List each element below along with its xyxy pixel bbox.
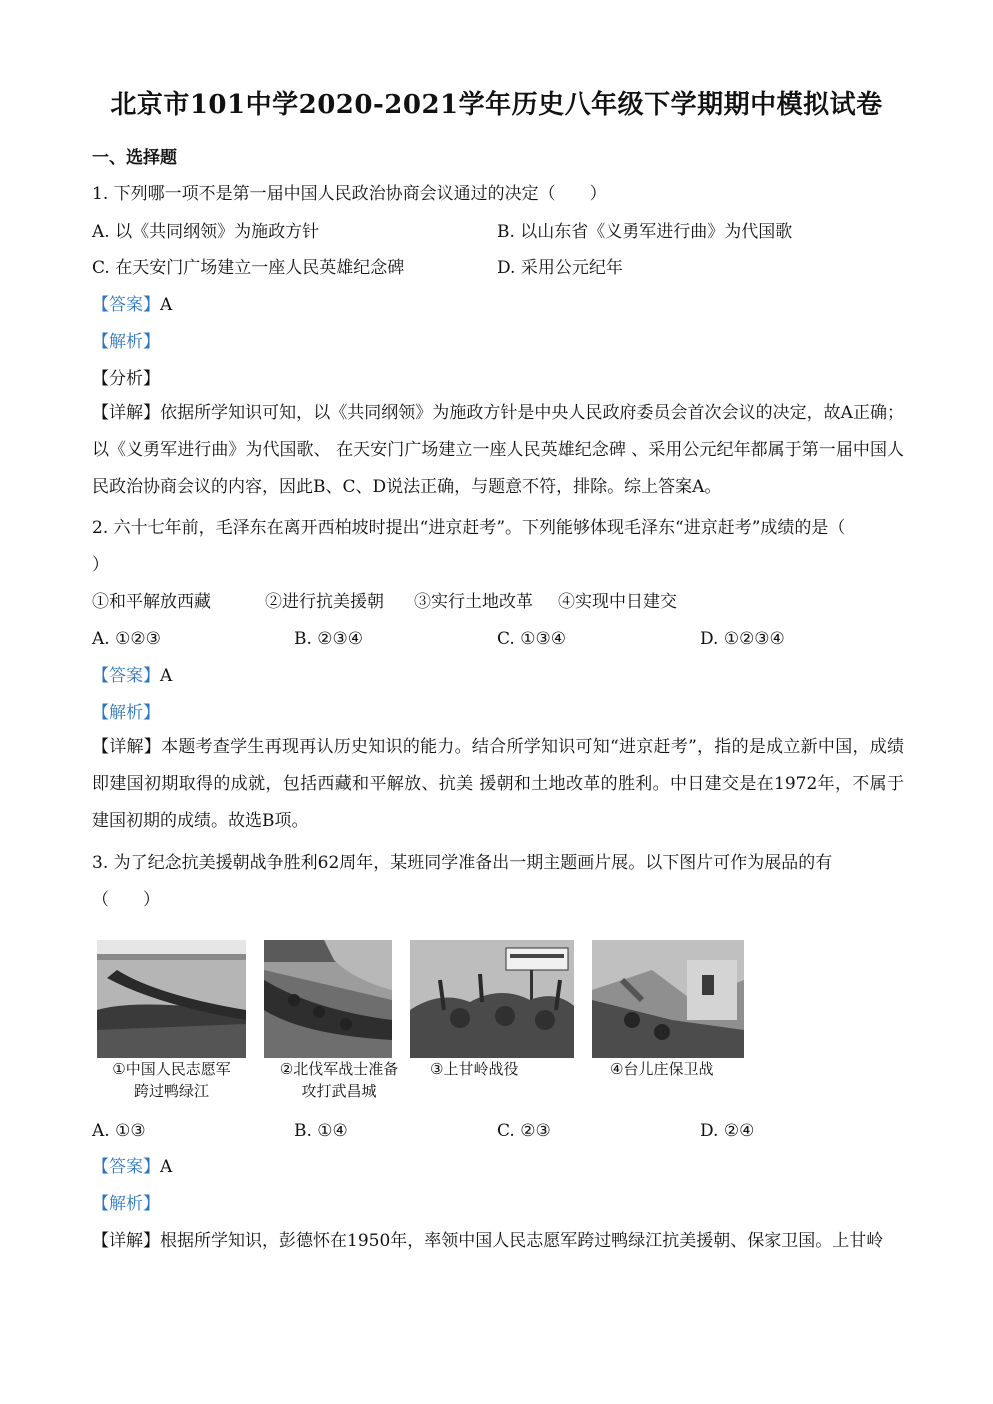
q3-answer xyxy=(92,1155,172,1179)
q3-analysis-tag: 【解析】 xyxy=(92,1194,160,1214)
q3-detail xyxy=(92,1229,883,1253)
q2-stem-line1: 2. 六十七年前，毛泽东在离开西柏坡时提出“进京赶考”。下列能够体现毛泽东“进京赶考”成绩的是（ xyxy=(92,518,846,538)
photo-shangganling-battle xyxy=(410,940,574,1058)
q2-option-d: D. ①②③④ xyxy=(700,629,785,649)
q3-stem-line1: 3. 为了纪念抗美援朝战争胜利62周年，某班同学准备出一期主题画片展。以下图片可作为展品的有 xyxy=(92,853,833,873)
photo-taierzhuang-defense xyxy=(592,940,744,1058)
answer-tag: 【答案】 xyxy=(92,1157,160,1177)
detail-text: 本题考查学生再现再认历史知识的能力。结合所学知识可知“进京赶考”，指的是成立新中国，成绩即建国初期取得的成就，包括西藏和平解放、抗美 援朝和土地改革的胜利。中日建交是在1972年，不属于建国初期的成绩。故选B项。 xyxy=(92,737,904,831)
q2-stem-line2: ） xyxy=(92,555,109,575)
q2-option-b: B. ②③④ xyxy=(294,629,364,649)
q2-option-c: C. ①③④ xyxy=(497,629,566,649)
q1-option-d: D. 采用公元纪年 xyxy=(497,258,623,278)
answer-tag: 【答案】 xyxy=(92,295,160,315)
q3-option-a: A. ①③ xyxy=(92,1121,146,1141)
q1-analysis-tag: 【解析】 xyxy=(92,332,160,352)
q1-option-b: B. 以山东省《义勇军进行曲》为代国歌 xyxy=(497,222,793,242)
q2-item-2: ②进行抗美援朝 xyxy=(265,592,384,612)
answer-tag: 【答案】 xyxy=(92,666,160,686)
q3-option-c: C. ②③ xyxy=(497,1121,551,1141)
detail-tag: 【详解】 xyxy=(92,737,162,757)
q3-option-d: D. ②④ xyxy=(700,1121,755,1141)
q2-item-3: ③实行土地改革 xyxy=(414,592,533,612)
detail-text: 依据所学知识可知，以《共同纲领》为施政方针是中央人民政府委员会首次会议的决定，故A正确；以《义勇军进行曲》为代国歌、 在天安门广场建立一座人民英雄纪念碑 、采用公元纪年都属于第一届中国人民政治协商会议的内容，因此B、C、D说法正确，与题意不符，排除。综上答案A。 xyxy=(92,403,904,497)
q2-detail xyxy=(92,729,904,840)
answer-value: A xyxy=(160,295,173,315)
q2-item-1: ①和平解放西藏 xyxy=(92,592,211,612)
exam-title: 北京市101中学2020-2021学年历史八年级下学期期中模拟试卷 xyxy=(110,90,883,120)
q2-analysis-tag: 【解析】 xyxy=(92,703,160,723)
photo-caption-3: ③上甘岭战役 xyxy=(430,1060,519,1078)
q2-answer xyxy=(92,664,172,688)
q1-fenxi-tag: 【分析】 xyxy=(92,369,160,389)
detail-tag: 【详解】 xyxy=(92,1231,160,1251)
q1-stem: 1. 下列哪一项不是第一届中国人民政治协商会议通过的决定（ ） xyxy=(92,184,607,204)
photo-caption-4: ④台儿庄保卫战 xyxy=(610,1060,714,1078)
photo-northern-expedition xyxy=(264,940,392,1058)
q3-option-b: B. ①④ xyxy=(294,1121,348,1141)
detail-text: 根据所学知识，彭德怀在1950年，率领中国人民志愿军跨过鸭绿江抗美援朝、保家卫国。上甘岭 xyxy=(160,1231,884,1251)
photo-caption-1: ①中国人民志愿军 跨过鸭绿江 xyxy=(112,1060,231,1100)
detail-tag: 【详解】 xyxy=(92,403,161,423)
photo-caption-2: ②北伐军战士准备 攻打武昌城 xyxy=(279,1060,399,1100)
section-heading: 一、选择题 xyxy=(92,148,177,168)
answer-value: A xyxy=(160,666,173,686)
q2-item-4: ④实现中日建交 xyxy=(558,592,677,612)
q2-option-a: A. ①②③ xyxy=(92,629,161,649)
q1-answer xyxy=(92,293,172,317)
answer-value: A xyxy=(160,1157,173,1177)
q3-stem-line2: （ ） xyxy=(92,890,160,910)
q1-detail xyxy=(92,395,904,506)
q1-option-c: C. 在天安门广场建立一座人民英雄纪念碑 xyxy=(92,258,405,278)
photo-yalu-river-crossing xyxy=(97,940,246,1058)
q1-option-a: A. 以《共同纲领》为施政方针 xyxy=(92,222,320,242)
